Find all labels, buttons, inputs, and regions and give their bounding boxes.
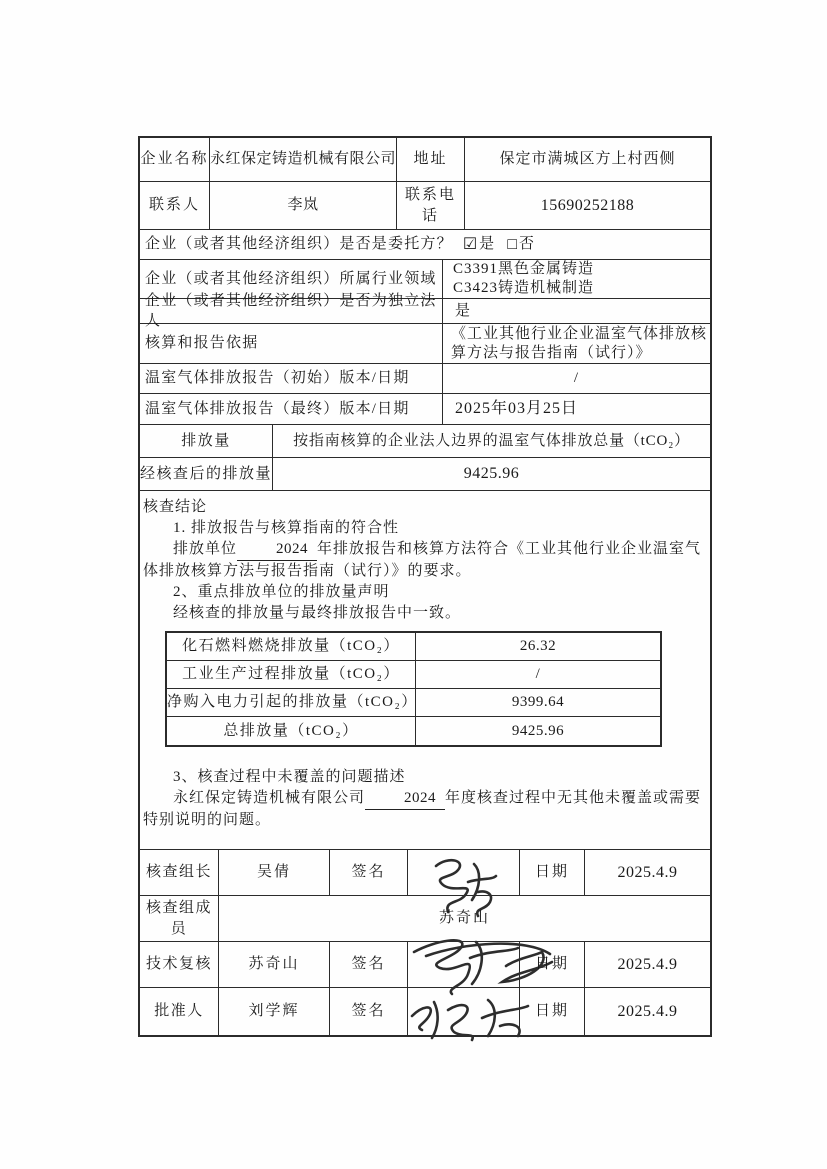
approver-sign-label: 签名 bbox=[330, 988, 408, 1035]
reviewer-sign-label: 签名 bbox=[330, 942, 408, 987]
conclusion-item1-heading: 1. 排放报告与核算指南的符合性 bbox=[173, 520, 400, 536]
table-row bbox=[140, 394, 710, 425]
item1-year-underlined: 2024 bbox=[237, 539, 317, 561]
company-name-label: 企业名称 bbox=[140, 138, 210, 181]
verification-table bbox=[138, 136, 712, 1037]
initial-report-value: / bbox=[573, 370, 580, 387]
table-row bbox=[167, 717, 660, 745]
table-row bbox=[140, 230, 710, 260]
yes-label: 是 bbox=[479, 236, 496, 253]
fossil-fuel-value: 26.32 bbox=[519, 638, 557, 654]
table-row bbox=[140, 896, 710, 942]
table-row bbox=[140, 324, 710, 364]
initial-report-label: 温室气体排放报告（初始）版本/日期 bbox=[140, 364, 443, 393]
contact-value: 李岚 bbox=[210, 182, 397, 229]
table-row bbox=[167, 661, 660, 689]
leader-role-label: 核查组长 bbox=[140, 850, 219, 895]
total-emission-value: 9425.96 bbox=[511, 722, 565, 739]
leader-signature-cell bbox=[408, 850, 520, 895]
process-emission-value: / bbox=[535, 666, 541, 682]
item3-post: 年度核查过程中无其他未覆盖或需要特别说明的问题。 bbox=[143, 790, 702, 828]
approver-signature-cell bbox=[408, 988, 520, 1035]
final-report-value: 2025年03月25日 bbox=[455, 400, 579, 418]
table-row bbox=[140, 850, 710, 896]
table-row bbox=[140, 942, 710, 988]
industry-code-1: C3391黑色金属铸造 bbox=[453, 261, 595, 277]
approver-handwritten-signature bbox=[402, 988, 534, 1046]
leader-sign-label: 签名 bbox=[330, 850, 408, 895]
approver-name: 刘学辉 bbox=[219, 988, 330, 1035]
industry-value bbox=[443, 260, 710, 298]
table-row bbox=[140, 458, 710, 491]
approver-role-label: 批准人 bbox=[140, 988, 219, 1035]
members-role-label: 核查组成员 bbox=[140, 896, 219, 941]
conclusion-item1-text bbox=[143, 539, 702, 582]
table-row bbox=[140, 364, 710, 394]
reviewer-role-label: 技术复核 bbox=[140, 942, 219, 987]
no-label: 否 bbox=[519, 236, 536, 253]
table-row bbox=[140, 292, 710, 329]
address-value: 保定市满城区方上村西侧 bbox=[499, 151, 676, 168]
table-row bbox=[167, 689, 660, 717]
leader-name: 吴倩 bbox=[219, 850, 330, 895]
table-row bbox=[140, 491, 710, 850]
conclusion-item2-text: 经核查的排放量与最终排放报告中一致。 bbox=[173, 605, 462, 621]
phone-label: 联系电话 bbox=[397, 182, 465, 229]
conclusion-cell bbox=[140, 491, 710, 849]
contact-label: 联系人 bbox=[140, 182, 210, 229]
verified-emission-value: 9425.96 bbox=[463, 465, 520, 483]
verified-emission-label: 经核查后的排放量 bbox=[140, 458, 273, 490]
conclusion-item3-text bbox=[143, 788, 702, 831]
table-row bbox=[140, 138, 710, 182]
table-row bbox=[167, 633, 660, 661]
checkbox-unchecked-icon: □ bbox=[507, 235, 518, 253]
emission-header-label: 排放量 bbox=[140, 425, 273, 457]
checkbox-checked-icon: ☑ bbox=[462, 235, 478, 253]
emissions-breakdown-table bbox=[165, 631, 662, 747]
item1-post: 年排放报告和核算方法符合《工业其他行业企业温室气体排放核算方法与报告指南（试行）》的要求。 bbox=[143, 541, 702, 579]
client-question-cell bbox=[140, 230, 710, 259]
item3-pre: 永红保定铸造机械有限公司 bbox=[173, 790, 366, 806]
reviewer-date-label: 日期 bbox=[520, 942, 585, 987]
client-question-text: 企业（或者其他经济组织）是否是委托方？ bbox=[145, 236, 453, 253]
reviewer-signature-cell bbox=[408, 942, 520, 987]
table-row bbox=[140, 988, 710, 1035]
final-report-label: 温室气体排放报告（最终）版本/日期 bbox=[140, 394, 443, 424]
process-emission-label: 工业生产过程排放量（tCO₂） bbox=[167, 661, 416, 688]
approver-date-value: 2025.4.9 bbox=[617, 1002, 678, 1020]
industry-code-2: C3423铸造机械制造 bbox=[453, 280, 595, 296]
legal-entity-value: 是 bbox=[455, 302, 472, 319]
fossil-fuel-label: 化石燃料燃烧排放量（tCO₂） bbox=[167, 633, 416, 660]
table-row bbox=[140, 182, 710, 230]
members-names: 苏奇山 bbox=[438, 910, 490, 927]
emission-header-value: 按指南核算的企业法人边界的温室气体排放总量（tCO₂） bbox=[293, 432, 690, 449]
leader-date-label: 日期 bbox=[520, 850, 585, 895]
legal-entity-label: 企业（或者其他经济组织）是否为独立法人 bbox=[140, 299, 443, 323]
item3-year-underlined: 2024 bbox=[365, 788, 445, 810]
total-emission-label: 总排放量（tCO₂） bbox=[167, 717, 416, 745]
basis-value: 《工业其他行业企业温室气体排放核算方法与报告指南（试行）》 bbox=[451, 325, 708, 361]
approver-date-label: 日期 bbox=[520, 988, 585, 1035]
phone-value: 15690252188 bbox=[540, 196, 635, 214]
basis-label: 核算和报告依据 bbox=[140, 324, 443, 363]
leader-date-value: 2025.4.9 bbox=[617, 863, 678, 881]
conclusion-title: 核查结论 bbox=[143, 499, 208, 515]
reviewer-date-value: 2025.4.9 bbox=[617, 955, 678, 973]
item1-pre: 排放单位 bbox=[173, 541, 238, 557]
reviewer-name: 苏奇山 bbox=[219, 942, 330, 987]
industry-label: 企业（或者其他经济组织）所属行业领域 bbox=[140, 260, 443, 298]
address-label: 地址 bbox=[397, 138, 465, 181]
conclusion-item3-heading: 3、核查过程中未覆盖的问题描述 bbox=[173, 769, 406, 785]
conclusion-item2-heading: 2、重点排放单位的排放量声明 bbox=[173, 584, 390, 600]
electricity-emission-value: 9399.64 bbox=[511, 694, 565, 710]
table-row bbox=[140, 425, 710, 458]
company-name-value: 永红保定铸造机械有限公司 bbox=[210, 138, 397, 181]
electricity-emission-label: 净购入电力引起的排放量（tCO₂） bbox=[167, 689, 416, 716]
